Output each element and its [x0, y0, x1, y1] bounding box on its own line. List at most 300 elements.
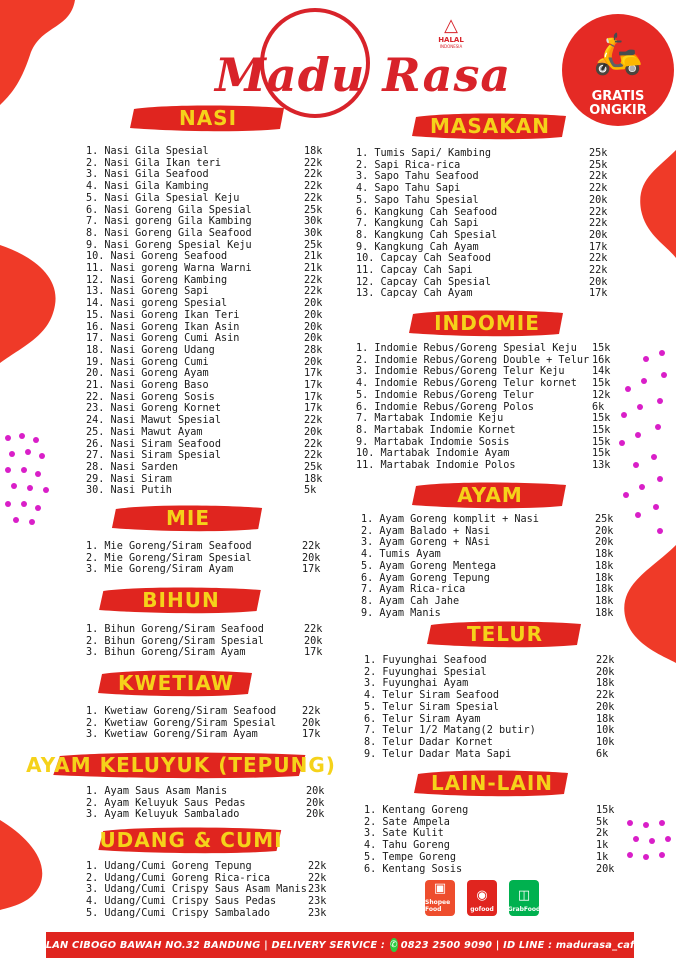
menu-item-name: 8. — [356, 424, 369, 436]
menu-item — [356, 460, 618, 472]
menu-item-price: 13k — [592, 460, 611, 472]
menu-item-name: 1. — [86, 624, 99, 635]
menu-item-label: Nasi Goreng Sapi — [110, 286, 209, 298]
menu-item-name: 17. — [86, 333, 105, 345]
menu-item-price: 21k — [304, 263, 323, 275]
menu-item-price: 20k — [306, 797, 325, 809]
menu-item-price: 5k — [304, 485, 317, 497]
menu-item-name: 1. — [86, 786, 99, 797]
menu-item — [356, 171, 618, 183]
menu-item-name: 24. — [86, 415, 105, 427]
top-left-splash — [0, 0, 80, 110]
menu-item-name: 3. — [356, 171, 369, 183]
menu-item-label: Nasi Siram — [110, 473, 172, 485]
menu-item-name: 16. — [86, 321, 105, 333]
menu-item — [364, 655, 622, 667]
menu-item-name: 11. — [86, 263, 105, 275]
footer-phone: 0823 2500 9090 | ID LINE : madurasa_caffe — [400, 939, 646, 951]
menu-item — [86, 368, 326, 380]
menu-item-price: 17k — [304, 391, 323, 403]
menu-item — [86, 146, 326, 158]
menu-item-price: 15k — [592, 424, 611, 436]
whatsapp-icon: ✆ — [389, 940, 398, 950]
menu-item — [356, 413, 618, 425]
menu-item-label: Kwetiaw Goreng/Siram Spesial — [104, 717, 277, 729]
menu-item — [86, 908, 330, 920]
gofood-logo: ◉ gofood — [467, 880, 497, 916]
menu-item-label: Nasi Gila Spesial Keju — [104, 192, 240, 204]
menu-item — [361, 526, 619, 538]
menu-item-label: Sapo Tahu Seafood — [374, 171, 479, 183]
menu-item-price: 20k — [304, 356, 323, 368]
menu-item-price: 17k — [304, 380, 323, 392]
menu-list-keluyuk — [86, 786, 326, 821]
menu-item-label: Nasi Goreng Spesial Keju — [104, 239, 252, 251]
menu-item — [86, 427, 326, 439]
menu-item-name: 3. — [86, 564, 99, 576]
menu-item — [361, 537, 619, 549]
menu-item-name: 9. — [361, 607, 374, 619]
menu-item-label: Nasi Gila Ikan teri — [104, 157, 221, 169]
menu-item-label: Sate Kulit — [382, 828, 444, 840]
menu-item — [356, 218, 618, 230]
menu-item — [86, 205, 326, 217]
menu-item — [364, 725, 622, 737]
menu-item-label: Kangkung Cah Sapi — [374, 218, 479, 230]
menu-item-label: Telur Siram Seafood — [382, 690, 499, 702]
menu-list-kwetiaw — [86, 706, 326, 741]
section-title: NASI — [178, 106, 238, 130]
menu-item — [86, 333, 326, 345]
menu-item-price: 22k — [308, 872, 327, 884]
menu-item — [86, 275, 326, 287]
menu-item-label: Tumis Sapi/ Kambing — [374, 148, 491, 159]
menu-item-label: Bihun Goreng/Siram Seafood — [104, 624, 264, 635]
halal-icon: △ — [444, 15, 458, 36]
menu-item-name: 4. — [86, 181, 99, 193]
menu-item-label: Mie Goreng/Siram Spesial — [104, 552, 252, 564]
menu-item-name: 11. — [356, 265, 375, 277]
scooter-icon: 🛵 — [593, 31, 643, 77]
menu-item — [86, 553, 326, 565]
utensils-icon: ◫ — [517, 888, 531, 903]
menu-item-name: 3. — [86, 809, 99, 821]
menu-item-name: 13. — [86, 286, 105, 298]
menu-item-label: Capcay Cah Spesial — [380, 276, 491, 288]
menu-item-name: 11. — [356, 460, 375, 472]
menu-item-price: 20k — [304, 298, 323, 310]
menu-item-label: Udang/Cumi Crispy Saus Pedas — [104, 896, 277, 908]
section-banner-ayam — [410, 480, 570, 510]
menu-item — [356, 183, 618, 195]
menu-item-name: 28. — [86, 461, 105, 473]
menu-item-label: Nasi Gila Spesial — [104, 146, 209, 157]
menu-item-name: 8. — [361, 595, 374, 607]
menu-item-price: 15k — [592, 448, 611, 460]
menu-item — [86, 462, 326, 474]
bottom-right-dots — [620, 815, 676, 875]
menu-item-label: Nasi Gila Kambing — [104, 181, 209, 193]
shopee-food-logo: ▣ Shopee Food — [425, 880, 455, 916]
menu-item — [361, 561, 619, 573]
menu-item-name: 5. — [356, 389, 369, 401]
menu-item-price: 22k — [589, 171, 608, 183]
menu-item-price: 20k — [304, 333, 323, 345]
menu-item-label: Ayam Keluyuk Sambalado — [104, 809, 240, 821]
menu-item — [86, 310, 326, 322]
menu-item-price: 25k — [595, 514, 614, 525]
menu-item-name: 3. — [356, 366, 369, 378]
menu-item-name: 9. — [364, 748, 377, 760]
menu-item-price: 1k — [596, 851, 609, 863]
menu-item — [364, 864, 622, 876]
section-banner-kwetiaw — [96, 668, 256, 698]
delivery-apps — [425, 880, 539, 916]
menu-item-label: Nasi Mawut Ayam — [110, 426, 203, 438]
menu-item-price: 15k — [592, 378, 611, 390]
section-title: LAIN-LAIN — [430, 771, 554, 795]
menu-item-price: 18k — [595, 584, 614, 596]
menu-item-label: Telur Siram Spesial — [382, 701, 499, 713]
menu-item — [356, 195, 618, 207]
menu-item-label: Capcay Cah Ayam — [380, 288, 473, 300]
menu-list-ayam — [361, 514, 619, 619]
menu-item-name: 3. — [361, 537, 374, 549]
menu-item-price: 10k — [596, 736, 615, 748]
menu-item-label: Ayam Manis — [379, 607, 441, 619]
menu-item-label: Nasi Gila Seafood — [104, 169, 209, 181]
menu-item-name: 6. — [364, 863, 377, 875]
menu-item-label: Nasi Goreng Gila Spesial — [104, 204, 252, 216]
section-title: TELUR — [467, 622, 543, 646]
menu-list-bihun — [86, 624, 326, 659]
menu-item-price: 30k — [304, 216, 323, 228]
menu-item-name: 2. — [356, 159, 369, 171]
menu-item-label: Nasi goreng Warna Warni — [110, 263, 252, 275]
menu-item — [86, 884, 330, 896]
menu-item-name: 5. — [364, 701, 377, 713]
menu-item — [86, 798, 326, 810]
menu-item-name: 18. — [86, 344, 105, 356]
menu-item-label: Martabak Indomie Kornet — [374, 424, 516, 436]
left-dots-pattern — [2, 430, 52, 530]
menu-item-name: 3. — [364, 828, 377, 840]
menu-item-price: 15k — [596, 805, 615, 816]
menu-item-price: 20k — [302, 552, 321, 564]
section-title: AYAM KELUYUK (TEPUNG) — [26, 753, 336, 777]
section-title: INDOMIE — [434, 311, 540, 335]
menu-item-name: 21. — [86, 380, 105, 392]
menu-item — [86, 541, 326, 553]
menu-item-label: Mie Goreng/Siram Seafood — [104, 541, 252, 552]
menu-item-label: Nasi Goreng Cumi Asin — [110, 333, 240, 345]
menu-item-label: Fuyunghai Ayam — [382, 678, 469, 690]
menu-item-price: 20k — [304, 635, 323, 647]
menu-item-label: Kangkung Cah Ayam — [374, 241, 479, 253]
menu-item-price: 30k — [304, 227, 323, 239]
menu-item-price: 18k — [304, 146, 323, 157]
menu-item-price: 17k — [302, 729, 321, 741]
menu-item-price: 22k — [596, 655, 615, 666]
menu-item-price: 18k — [595, 595, 614, 607]
menu-item — [86, 718, 326, 730]
menu-item-name: 6. — [364, 713, 377, 725]
menu-item-name: 9. — [86, 239, 99, 251]
menu-item — [364, 840, 622, 852]
menu-item — [356, 343, 618, 355]
menu-item-price: 5k — [596, 816, 609, 828]
menu-item-label: Nasi goreng Spesial — [110, 298, 228, 310]
menu-item-price: 15k — [592, 343, 611, 354]
footer-address: JALAN CIBOGO BAWAH NO.32 BANDUNG | DELIVERY SERVICE : — [34, 939, 385, 951]
menu-item-name: 15. — [86, 309, 105, 321]
footer-bar — [34, 932, 646, 958]
menu-item-price: 20k — [306, 809, 325, 821]
section-title: UDANG & CUMI — [99, 828, 283, 852]
menu-item-name: 1. — [364, 655, 377, 666]
menu-item-name: 4. — [364, 690, 377, 702]
menu-item — [86, 357, 326, 369]
menu-item-name: 10. — [86, 251, 105, 263]
menu-item-label: Nasi Goreng Seafood — [110, 251, 228, 263]
menu-item-name: 3. — [86, 884, 99, 896]
menu-item-price: 22k — [308, 861, 327, 872]
menu-item — [356, 402, 618, 414]
menu-item-name: 1. — [86, 541, 99, 552]
section-banner-lain — [412, 768, 572, 798]
menu-item-price: 28k — [304, 344, 323, 356]
menu-item — [356, 230, 618, 242]
menu-item — [356, 265, 618, 277]
menu-item-price: 14k — [592, 366, 611, 378]
menu-item — [86, 636, 326, 648]
menu-item — [86, 439, 326, 451]
menu-item-name: 4. — [86, 896, 99, 908]
menu-item-name: 20. — [86, 368, 105, 380]
menu-item-label: Sapi Rica-rica — [374, 159, 461, 171]
menu-item-name: 5. — [86, 192, 99, 204]
menu-item — [356, 425, 618, 437]
menu-item-price: 25k — [304, 461, 323, 473]
menu-item-name: 22. — [86, 391, 105, 403]
menu-item-price: 17k — [589, 288, 608, 300]
menu-item — [361, 573, 619, 585]
menu-item — [364, 690, 622, 702]
menu-item-price: 22k — [589, 218, 608, 230]
menu-item — [356, 366, 618, 378]
menu-item-name: 9. — [356, 241, 369, 253]
menu-item-price: 22k — [589, 265, 608, 277]
menu-item-label: Indomie Rebus/Goreng Telur — [374, 389, 534, 401]
menu-item — [364, 852, 622, 864]
menu-item-label: Capcay Cah Seafood — [380, 253, 491, 265]
menu-item-price: 22k — [589, 206, 608, 218]
menu-item-price: 20k — [596, 666, 615, 678]
menu-item-name: 5. — [364, 851, 377, 863]
menu-item-label: Indomie Rebus/Goreng Spesial Keju — [374, 343, 577, 354]
menu-item-label: Kentang Goreng — [382, 805, 469, 816]
menu-item — [86, 380, 326, 392]
menu-item-label: Sapo Tahu Spesial — [374, 194, 479, 206]
menu-item-label: Kangkung Cah Spesial — [374, 229, 498, 241]
menu-item — [86, 286, 326, 298]
menu-item-name: 4. — [356, 183, 369, 195]
menu-item — [86, 706, 326, 718]
menu-item-price: 18k — [595, 607, 614, 619]
menu-item-price: 22k — [589, 183, 608, 195]
menu-item-price: 18k — [596, 678, 615, 690]
menu-item — [86, 415, 326, 427]
menu-item-name: 1. — [86, 146, 99, 157]
menu-item-price: 16k — [592, 354, 611, 366]
menu-item-price: 20k — [589, 229, 608, 241]
menu-item-label: Nasi Goreng Ikan Teri — [110, 309, 240, 321]
menu-item — [356, 277, 618, 289]
menu-item-price: 18k — [304, 473, 323, 485]
menu-item — [86, 564, 326, 576]
section-banner-masakan — [410, 111, 570, 141]
menu-item-name: 2. — [361, 525, 374, 537]
menu-item-name: 29. — [86, 473, 105, 485]
menu-list-masakan — [356, 148, 618, 300]
menu-item — [356, 207, 618, 219]
menu-item-name: 4. — [364, 840, 377, 852]
menu-item — [86, 298, 326, 310]
menu-item-label: Fuyunghai Seafood — [382, 655, 487, 666]
menu-item-label: Nasi Goreng Baso — [110, 380, 209, 392]
menu-item-label: Ayam Goreng Mentega — [379, 560, 496, 572]
menu-item-name: 2. — [86, 717, 99, 729]
menu-item — [86, 647, 326, 659]
menu-item-price: 20k — [589, 194, 608, 206]
section-banner-telur — [425, 619, 585, 649]
menu-item-label: Martabak Indomie Sosis — [374, 436, 510, 448]
menu-item-name: 2. — [364, 816, 377, 828]
menu-item-name: 10. — [356, 448, 375, 460]
bottom-left-splash — [0, 820, 60, 910]
menu-item-price: 25k — [304, 204, 323, 216]
menu-item-price: 22k — [304, 192, 323, 204]
menu-item — [86, 169, 326, 181]
menu-item-label: Mie Goreng/Siram Ayam — [104, 564, 234, 576]
menu-item — [364, 667, 622, 679]
menu-item — [86, 485, 326, 497]
menu-item-price: 20k — [596, 701, 615, 713]
menu-item-price: 21k — [304, 251, 323, 263]
menu-item-label: Sapo Tahu Sapi — [374, 183, 461, 195]
menu-item-label: Martabak Indomie Keju — [374, 413, 504, 425]
menu-item — [86, 240, 326, 252]
menu-item-label: Nasi goreng Gila Kambing — [104, 216, 252, 228]
grabfood-logo: ◫ GrabFood — [509, 880, 539, 916]
menu-item-price: 22k — [304, 450, 323, 462]
menu-item-price: 23k — [308, 907, 327, 919]
menu-item — [86, 873, 330, 885]
menu-item-name: 8. — [86, 227, 99, 239]
free-delivery-badge: 🛵 GRATIS ONGKIR — [562, 14, 674, 126]
menu-item-price: 10k — [596, 725, 615, 737]
menu-item-label: Udang/Cumi Goreng Tepung — [104, 861, 252, 872]
menu-item — [86, 474, 326, 486]
menu-item-label: Ayam Goreng + NAsi — [379, 537, 490, 549]
section-banner-nasi — [128, 103, 288, 133]
menu-item-price: 25k — [589, 159, 608, 171]
menu-item-name: 5. — [361, 560, 374, 572]
menu-item-name: 8. — [356, 229, 369, 241]
fork-spoon-icon: ◉ — [476, 888, 488, 903]
menu-item-label: Nasi Goreng Cumi — [110, 356, 209, 368]
menu-item-name: 12. — [86, 274, 105, 286]
menu-item-label: Nasi Goreng Gila Seafood — [104, 227, 252, 239]
menu-item-name: 9. — [356, 436, 369, 448]
menu-item-price: 18k — [595, 549, 614, 561]
menu-item-name: 5. — [86, 907, 99, 919]
section-title: BIHUN — [142, 588, 220, 612]
menu-item-label: Indomie Rebus/Goreng Double + Telur — [374, 354, 590, 366]
menu-item-name: 2. — [364, 666, 377, 678]
menu-item-name: 27. — [86, 450, 105, 462]
menu-item-name: 2. — [86, 872, 99, 884]
menu-item-label: Nasi Goreng Ayam — [110, 368, 209, 380]
menu-item-price: 17k — [589, 241, 608, 253]
menu-item-label: Martabak Indomie Polos — [380, 460, 516, 472]
halal-badge: △ HALAL INDONESIA — [431, 16, 471, 49]
right-dots-pattern — [614, 345, 674, 545]
section-banner-keluyuk — [26, 750, 336, 780]
menu-item-name: 12. — [356, 276, 375, 288]
menu-item — [86, 263, 326, 275]
menu-item-name: 2. — [86, 157, 99, 169]
menu-list-indomie — [356, 343, 618, 472]
section-title: MIE — [165, 506, 210, 530]
menu-item — [364, 817, 622, 829]
menu-item-label: Udang/Cumi Crispy Saus Asam Manis — [104, 884, 307, 896]
menu-item-price: 23k — [308, 896, 327, 908]
menu-item-name: 1. — [356, 343, 369, 354]
menu-item-name: 14. — [86, 298, 105, 310]
menu-item — [361, 549, 619, 561]
menu-item-label: Telur Dadar Kornet — [382, 736, 493, 748]
menu-item — [364, 749, 622, 761]
menu-item-label: Nasi Siram Seafood — [110, 438, 221, 450]
menu-item — [86, 786, 326, 798]
menu-item-name: 2. — [86, 797, 99, 809]
menu-item-price: 6k — [592, 401, 605, 413]
menu-item-label: Ayam Rica-rica — [379, 584, 466, 596]
menu-item-name: 30. — [86, 485, 105, 497]
menu-item — [86, 392, 326, 404]
menu-item-name: 4. — [356, 378, 369, 390]
menu-item — [86, 216, 326, 228]
menu-item-label: Udang/Cumi Goreng Rica-rica — [104, 872, 271, 884]
menu-item-label: Nasi Goreng Sosis — [110, 391, 215, 403]
menu-item-name: 3. — [86, 169, 99, 181]
section-title: KWETIAW — [118, 671, 234, 695]
menu-item-price: 25k — [589, 148, 608, 159]
menu-item-price: 20k — [595, 525, 614, 537]
menu-item-name: 19. — [86, 356, 105, 368]
menu-item — [86, 181, 326, 193]
menu-item — [364, 678, 622, 690]
menu-item-price: 17k — [304, 403, 323, 415]
menu-item-label: Indomie Rebus/Goreng Telur kornet — [374, 378, 577, 390]
menu-item-label: Bihun Goreng/Siram Spesial — [104, 635, 264, 647]
menu-item — [356, 160, 618, 172]
menu-item-price: 20k — [596, 863, 615, 875]
menu-item — [86, 896, 330, 908]
menu-item-price: 22k — [304, 169, 323, 181]
menu-item — [361, 608, 619, 620]
